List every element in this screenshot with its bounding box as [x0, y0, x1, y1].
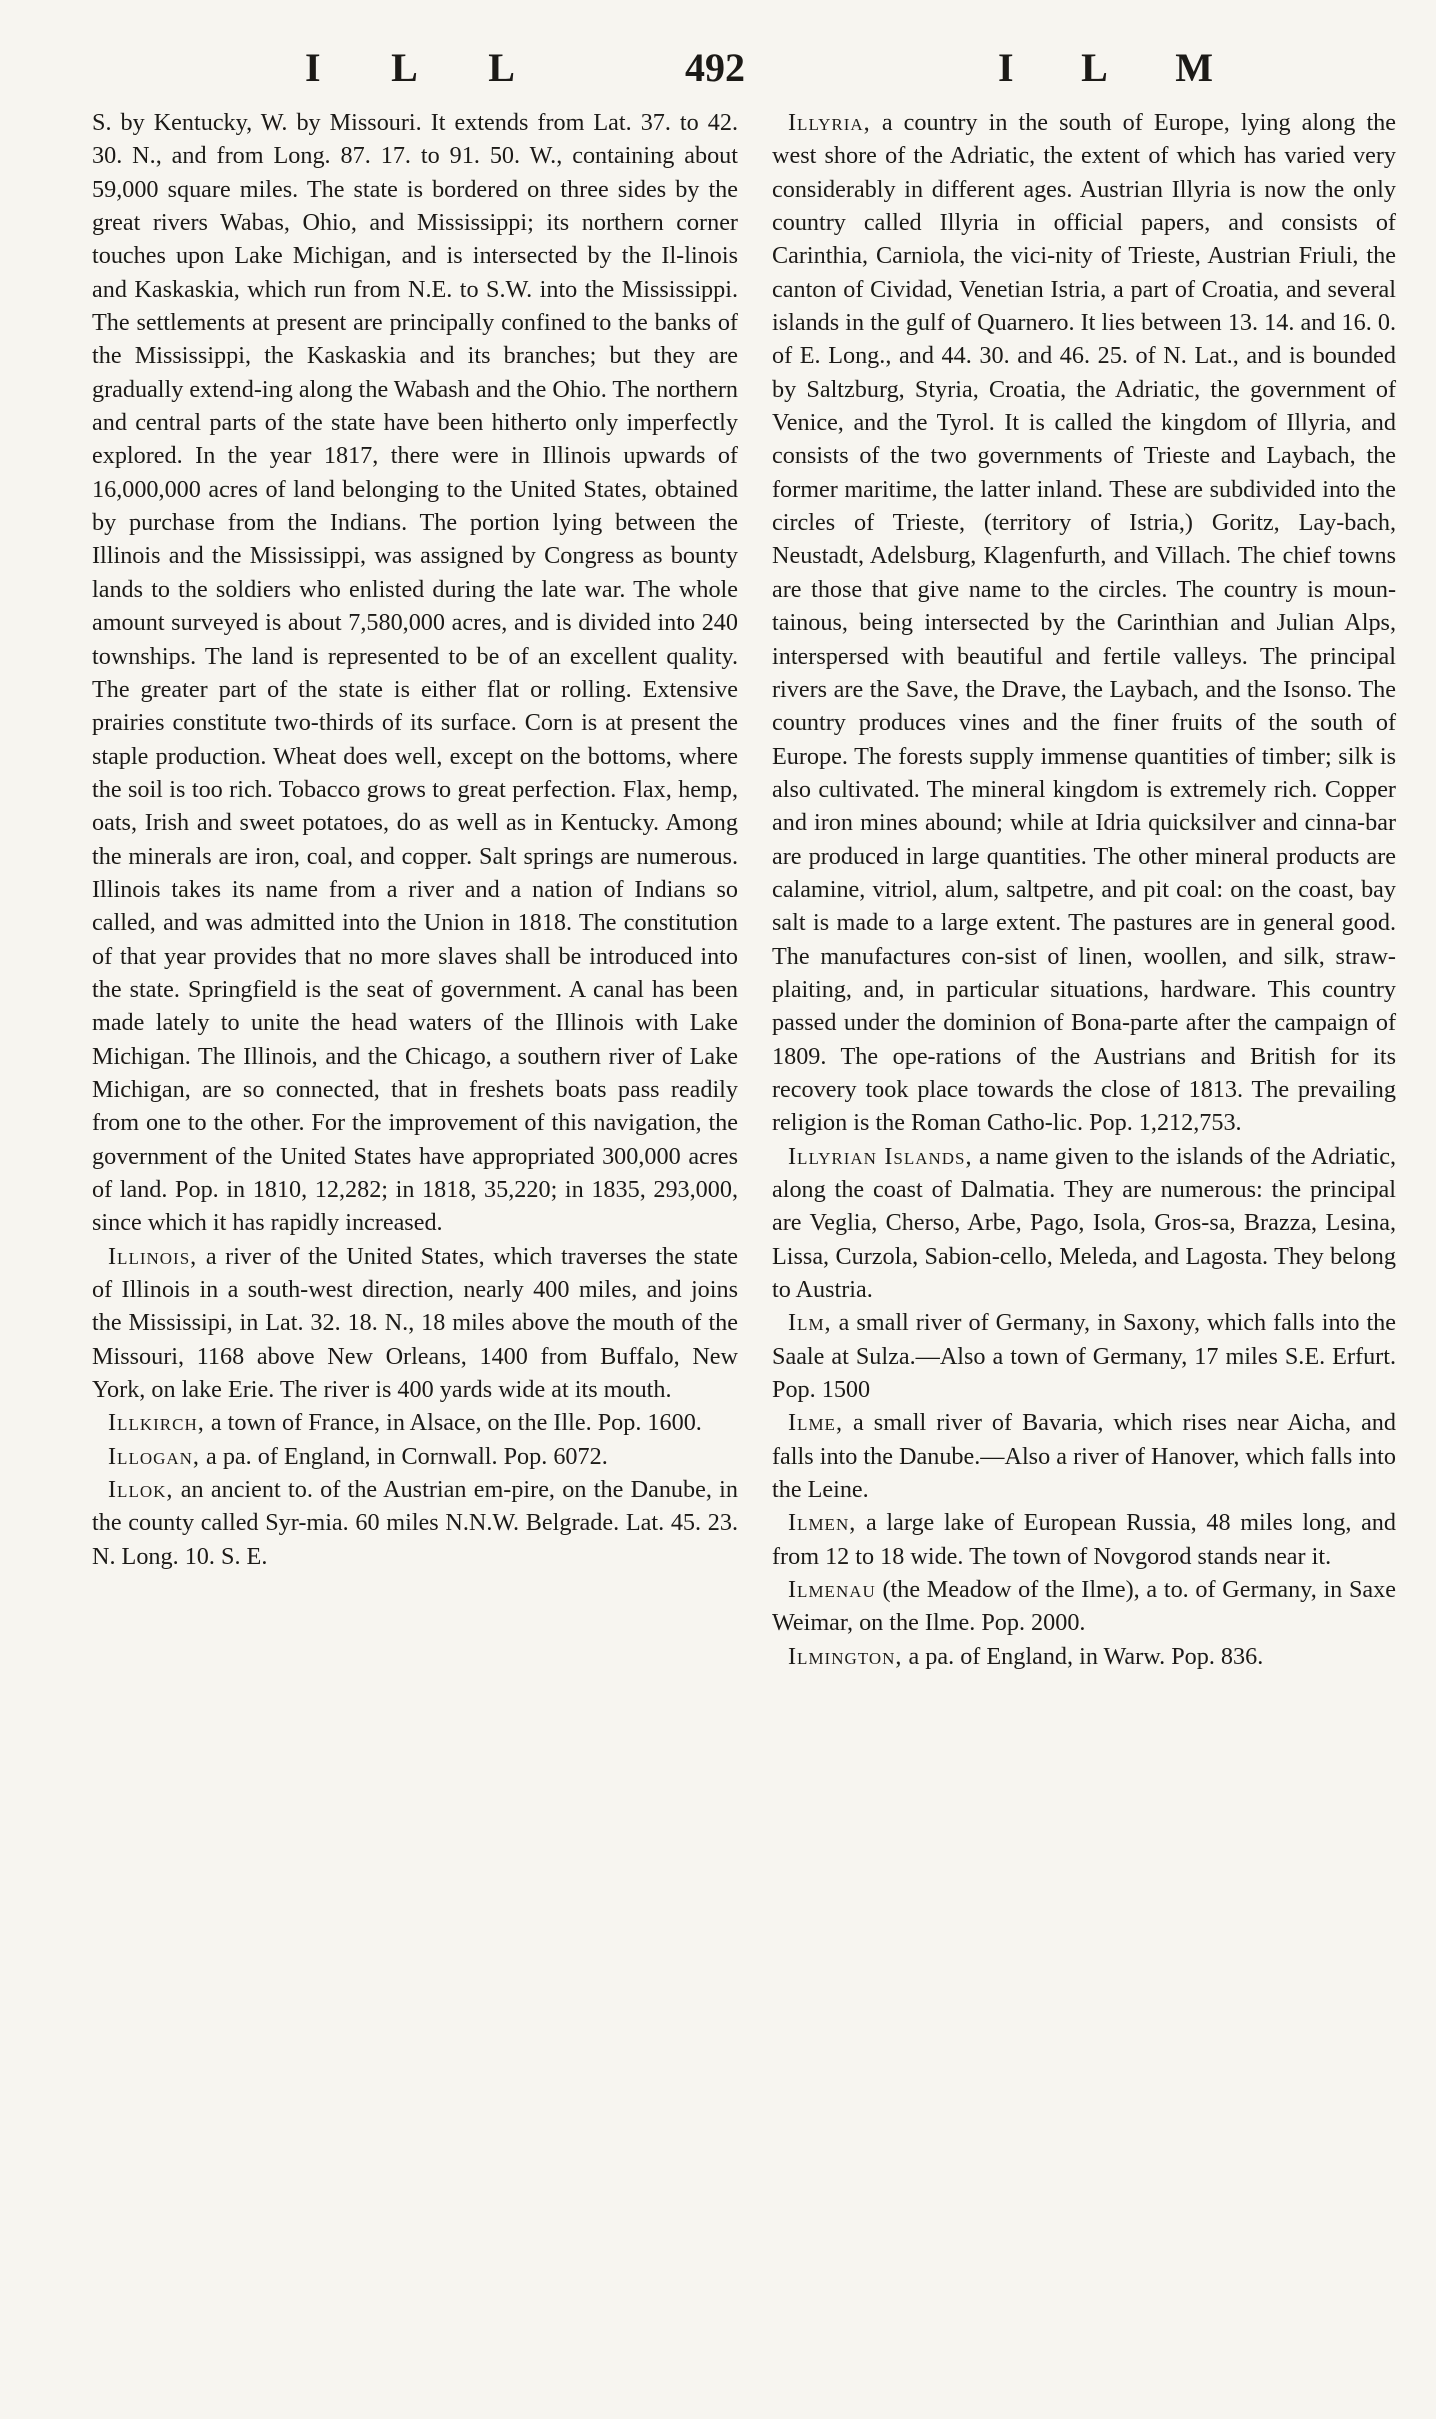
header-left-letter: L: [391, 45, 418, 90]
entry-text: a river of the United States, which traverses the state of Illinois in a south-west direction, nearly 400 miles, and joins the Mississipi, in Lat. 32. 18. N., 18 miles above the mouth of the Missouri, 1168 above New Orleans, 1400 from Buffalo, New York, on lake Erie. The river is 400 yards wide at its mouth.: [92, 1242, 738, 1404]
entry-headword: Illok,: [108, 1476, 174, 1504]
entry-headword: Ilmen,: [788, 1509, 857, 1537]
entry-headword: Illyrian Islands,: [788, 1142, 973, 1170]
entry-text: a country in the south of Europe, lying along the west shore of the Adriatic, the extent of which has varied very considerably in different ages. Austrian Illyria is now the only country called Illyria in official papers, and consists of Carinthia, Carniola, the vici-nity of Trieste, Austrian Friuli, the canton of Cividad, Venetian Istria, a part of Croatia, and several islands in the gulf of Quarnero. It lies between 13. 14. and 16. 0. of E. Long., and 44. 30. and 46. 25. of N. Lat., and is bounded by Saltzburg, Styria, Croatia, the Adriatic, the government of Venice, and the Tyrol. It is called the kingdom of Illyria, and consists of the two governments of Trieste and Laybach, the former maritime, the latter inland. These are subdivided into the circles of Trieste, (territory of Istria,) Goritz, Lay-bach, Neustadt, Adelsburg, Klagenfurth, and Villach. The chief towns are those that give name to the circles. The country is moun-tainous, being intersected by the Carinthian and Julian Alps, interspersed with beautiful and fertile valleys. The principal rivers are the Save, the Drave, the Laybach, and the Isonso. The country produces vines and the finer fruits of the south of Europe. The forests supply immense quantities of timber; silk is also cultivated. The mineral kingdom is extremely rich. Copper and iron mines abound; while at Idria quicksilver and cinna-bar are produced in large quantities. The other mineral products are calamine, vitriol, alum, saltpetre, and pit coal: on the coast, bay salt is made to a large extent. The pastures are in general good. The manufactures con-sist of linen, woollen, and silk, straw-plaiting, and, in particular situations, hardware. This country passed under the dominion of Bona-parte after the campaign of 1809. The ope-rations of the Austrians and British for its recovery took place towards the close of 1813. The prevailing religion is the Roman Catho-lic. Pop. 1,212,753.: [772, 109, 1396, 1137]
entry-text: S. by Kentucky, W. by Missouri. It extends from Lat. 37. to 42. 30. N., and from Long. 87. 17. to 91. 50. W., containing about 59,000 square miles. The state is bordered on three sides by the great rivers Wabas, Ohio, and Mississippi; its northern corner touches upon Lake Michigan, and is intersected by the Il-linois and Kaskaskia, which run from N.E. to S.W. into the Mississippi. The settlements at present are principally confined to the banks of the Mississippi, the Kaskaskia and its branches; but they are gradually extend-ing along the Wabash and the Ohio. The northern and central parts of the state have been hitherto only imperfectly explored. In the year 1817, there were in Illinois upwards of 16,000,000 acres of land belonging to the United States, obtained by purchase from the Indians. The portion lying between the Illinois and the Mississippi, was assigned by Congress as bounty lands to the soldiers who enlisted during the late war. The whole amount surveyed is about 7,580,000 acres, and is divided into 240 townships. The land is represented to be of an excellent quality. The greater part of the state is either flat or rolling. Extensive prairies constitute two-thirds of its surface. Corn is at present the staple production. Wheat does well, except on the bottoms, where the soil is too rich. Tobacco grows to great perfection. Flax, hemp, oats, Irish and sweet potatoes, do as well as in Kentucky. Among the minerals are iron, coal, and copper. Salt springs are numerous. Illinois takes its name from a river and a nation of Indians so called, and was admitted into the Union in 1818. The constitution of that year provides that no more slaves shall be introduced into the state. Springfield is the seat of government. A canal has been made lately to unite the head waters of the Illinois with Lake Michigan. The Illinois, and the Chicago, a southern river of Lake Michigan, are so connected, that in freshets boats pass readily from one to the other. For the improvement of this navigation, the government of the United States have appropriated 300,000 acres of land. Pop. in 1810, 12,282; in 1818, 35,220; in 1835, 293,000, since which it has rapidly increased.: [92, 109, 739, 1237]
entry-headword: Ilmenau: [788, 1576, 876, 1604]
entry-headword: Illogan,: [108, 1442, 200, 1470]
right-column: [772, 106, 1396, 1673]
header-right-letter: L: [1081, 45, 1108, 90]
entry-text: a pa. of England, in Cornwall. Pop. 6072.: [199, 1442, 608, 1470]
entry-text: an ancient to. of the Austrian em-pire, on the Danube, in the county called Syr-mia. 60 miles N.N.W. Belgrade. Lat. 45. 23. N. Long. 10. S. E.: [92, 1476, 738, 1570]
header-left-letter: L: [488, 45, 515, 90]
header-right-letter: I: [998, 45, 1014, 90]
entry-ilme: [772, 1406, 1396, 1506]
page-number: 492: [685, 45, 745, 90]
entry-ilmen: [772, 1506, 1396, 1573]
header-right-guide-word: [998, 44, 1213, 91]
left-column: [92, 106, 738, 1573]
entry-illinois-river: [92, 1240, 738, 1407]
continued-entry-illinois-state: [92, 106, 738, 1240]
entry-ilmenau: [772, 1573, 1396, 1640]
entry-illyrian-islands: [772, 1140, 1396, 1307]
entry-headword: Ilm,: [788, 1309, 832, 1337]
entry-illyria: [772, 106, 1396, 1140]
header-left-letter: I: [305, 45, 321, 90]
entry-illkirch: [92, 1406, 738, 1439]
entry-illogan: [92, 1440, 738, 1473]
entry-text: a name given to the islands of the Adriatic, along the coast of Dalmatia. They are numerous: the principal are Veglia, Cherso, Arbe, Pago, Isola, Gros-sa, Brazza, Lesina, Lissa, Curzola, Sabion-cello, Meleda, and Lagosta. They belong to Austria.: [772, 1142, 1396, 1304]
entry-text: a small river of Germany, in Saxony, which falls into the Saale at Sulza.—Also a town of Germany, 17 miles S.E. Erfurt. Pop. 1500: [772, 1309, 1396, 1404]
entry-headword: Ilmington,: [788, 1642, 903, 1670]
entry-ilm: [772, 1306, 1396, 1406]
entry-headword: Illkirch,: [108, 1409, 205, 1437]
header-right-letter: M: [1175, 45, 1213, 90]
entry-text: a pa. of England, in Warw. Pop. 836.: [902, 1642, 1264, 1670]
entry-headword: Illyria,: [788, 109, 871, 136]
entry-text: a small river of Bavaria, which rises near Aicha, and falls into the Danube.—Also a river of Hanover, which falls into the Leine.: [772, 1409, 1396, 1504]
entry-illok: [92, 1473, 738, 1573]
entry-ilmington: [772, 1640, 1396, 1673]
entry-text: a large lake of European Russia, 48 miles long, and from 12 to 18 wide. The town of Novgorod stands near it.: [772, 1509, 1396, 1570]
entry-headword: Illinois,: [108, 1242, 198, 1270]
entry-text: a town of France, in Alsace, on the Ille. Pop. 1600.: [204, 1409, 702, 1437]
entry-headword: Ilme,: [788, 1409, 843, 1437]
entry-text: (the Meadow of the Ilme), a to. of Germany, in Saxe Weimar, on the Ilme. Pop. 2000.: [772, 1576, 1396, 1637]
page-header: [0, 44, 1436, 100]
header-left-guide-word: [305, 44, 515, 91]
